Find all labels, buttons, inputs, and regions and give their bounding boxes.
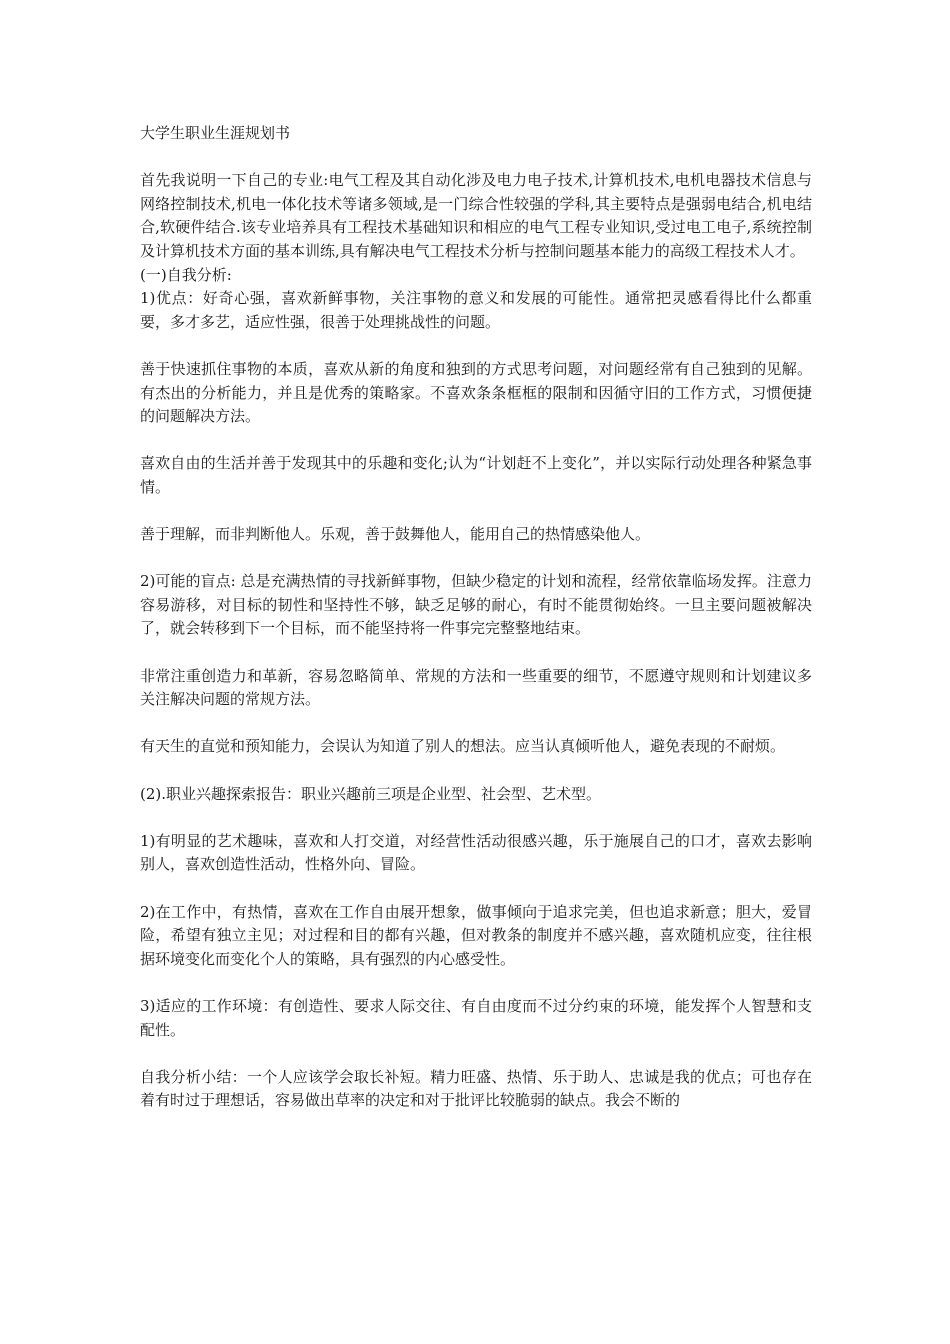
strengths-paragraph-2: 善于快速抓住事物的本质，喜欢从新的角度和独到的方式思考问题，对问题经常有自己独到的见解。有杰出的分析能力，并且是优秀的策略家。不喜欢条条框框的限制和因循守旧的工作方式，习惯便捷的问题解决方法。 xyxy=(140,359,812,426)
spacer xyxy=(140,759,812,783)
spacer xyxy=(140,877,812,901)
intro-paragraph: 首先我说明一下自己的专业:电气工程及其自动化涉及电力电子技术,计算机技术,电机电器技术信息与网络控制技术,机电一体化技术等诸多领域,是一门综合性较强的学科,其主要特点是强弱电结合,机电结合,软硬件结合.该专业培养具有工程技术基础知识和相应的电气工程专业知识,受过电工电子,系统控制及计算机技术方面的基本训练,具有解决电气工程技术分析与控制问题基本能力的高级工程技术人才。 xyxy=(140,171,812,260)
section-heading-self-analysis: (一)自我分析: xyxy=(140,265,232,284)
section-heading-career-interest: (2).职业兴趣探索报告：职业兴趣前三项是企业型、社会型、艺术型。 xyxy=(140,784,602,803)
strengths-paragraph-4: 善于理解，而非判断他人。乐观，善于鼓舞他人，能用自己的热情感染他人。 xyxy=(140,525,651,544)
spacer xyxy=(140,971,812,995)
blindspots-paragraph-2: 非常注重创造力和革新，容易忽略简单、常规的方法和一些重要的细节，不愿遵守规则和计划建议多关注解决问题的常规方法。 xyxy=(140,666,812,709)
blindspots-paragraph-1: 2)可能的盲点: 总是充满热情的寻找新鲜事物，但缺少稳定的计划和流程，经常依靠临场发挥。注意力容易游移，对目标的韧性和坚持性不够，缺乏足够的耐心，有时不能贯彻始终。一旦主要问题被解决了，就会转移到下一个目标，而不能坚持将一件事完完整整地结束。 xyxy=(140,572,812,638)
strengths-paragraph-3: 喜欢自由的生活并善于发现其中的乐趣和变化;认为“计划赶不上变化”，并以实际行动处理各种紧急事情。 xyxy=(140,454,812,496)
spacer xyxy=(140,334,812,358)
spacer xyxy=(140,429,812,453)
spacer xyxy=(140,712,812,736)
spacer xyxy=(140,1042,812,1066)
spacer xyxy=(140,806,812,830)
spacer xyxy=(140,500,812,524)
interest-paragraph-3: 3)适应的工作环境：有创造性、要求人际交往、有自由度而不过分约束的环境，能发挥个人智慧和支配性。 xyxy=(140,996,812,1039)
strengths-paragraph-1: 1)优点：好奇心强，喜欢新鲜事物，关注事物的意义和发展的可能性。通常把灵感看得比什么都重要，多才多艺，适应性强，很善于处理挑战性的问题。 xyxy=(140,289,812,331)
spacer xyxy=(140,547,812,571)
document-title: 大学生职业生涯规划书 xyxy=(140,124,291,142)
interest-paragraph-2: 2)在工作中，有热情，喜欢在工作自由展开想象，做事倾向于追求完美，但也追求新意；胆大，爱冒险，希望有独立主见；对过程和目的都有兴趣，但对教条的制度并不感兴趣，喜欢随机应变，往往根据环境变化而变化个人的策略，具有强烈的内心感受性。 xyxy=(140,902,812,968)
blindspots-paragraph-3: 有天生的直觉和预知能力，会误认为知道了别人的想法。应当认真倾听他人，避免表现的不耐烦。 xyxy=(140,737,786,756)
summary-paragraph: 自我分析小结：一个人应该学会取长补短。精力旺盛、热情、乐于助人、忠诚是我的优点；可也存在着有时过于理想话，容易做出草率的决定和对于批评比较脆弱的缺点。我会不断的 xyxy=(140,1067,812,1110)
spacer xyxy=(140,146,812,170)
document-page xyxy=(140,122,812,1113)
spacer xyxy=(140,641,812,665)
interest-paragraph-1: 1)有明显的艺术趣味，喜欢和人打交道，对经营性活动很感兴趣，乐于施展自己的口才，喜欢去影响别人，喜欢创造性活动，性格外向、冒险。 xyxy=(140,831,812,874)
